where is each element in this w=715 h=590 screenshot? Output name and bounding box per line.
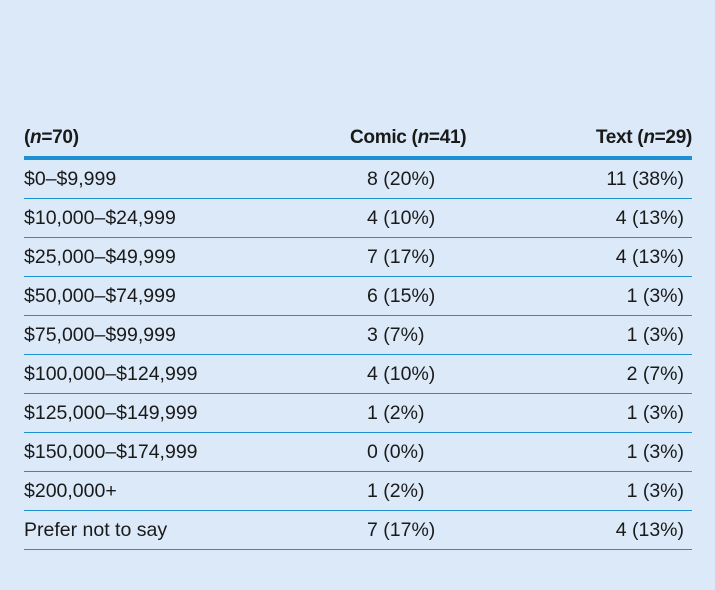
header-text-n-symbol: n (643, 127, 655, 148)
text-count-cell: 2 (7%) (626, 363, 684, 385)
comic-count-cell: 3 (7%) (367, 324, 425, 346)
income-range-cell: Prefer not to say (24, 519, 168, 541)
comic-count-cell: 7 (17%) (367, 519, 436, 541)
text-count-cell: 1 (3%) (626, 441, 684, 463)
header-total-n-value: =70 (41, 127, 73, 148)
header-text-n-value: =29 (654, 127, 686, 148)
text-count-cell: 1 (3%) (626, 480, 684, 502)
text-count-cell: 11 (38%) (606, 168, 684, 190)
table-row (24, 472, 692, 511)
text-count-cell: 4 (13%) (615, 246, 684, 268)
income-range-cell: $0–$9,999 (24, 168, 117, 190)
table-row (24, 277, 692, 316)
header-total-n-symbol: n (30, 127, 42, 148)
comic-count-cell: 4 (10%) (367, 207, 436, 229)
comic-count-cell: 4 (10%) (367, 363, 436, 385)
comic-count-cell: 0 (0%) (367, 441, 425, 463)
comic-count-cell: 1 (2%) (367, 480, 425, 502)
income-range-cell: $125,000–$149,999 (24, 402, 198, 424)
table-row (24, 433, 692, 472)
comic-count-cell: 8 (20%) (367, 168, 436, 190)
table-row (24, 316, 692, 355)
comic-count-cell: 1 (2%) (367, 402, 425, 424)
text-count-cell: 1 (3%) (626, 402, 684, 424)
table-row (24, 511, 692, 550)
text-count-cell: 1 (3%) (626, 285, 684, 307)
text-count-cell: 4 (13%) (615, 519, 684, 541)
income-range-cell: $50,000–$74,999 (24, 285, 176, 307)
income-range-cell: $10,000–$24,999 (24, 207, 176, 229)
text-count-cell: 1 (3%) (626, 324, 684, 346)
table-row (24, 199, 692, 238)
comic-count-cell: 7 (17%) (367, 246, 436, 268)
table-row (24, 394, 692, 433)
income-range-cell: $150,000–$174,999 (24, 441, 198, 463)
table-row (24, 160, 692, 199)
income-range-cell: $200,000+ (24, 480, 117, 502)
income-table (24, 120, 692, 550)
text-count-cell: 4 (13%) (615, 207, 684, 229)
income-range-cell: $75,000–$99,999 (24, 324, 176, 346)
header-text: Text (n=29) (595, 127, 692, 148)
header-comic-label: Comic (350, 127, 407, 148)
income-range-cell: $100,000–$124,999 (24, 363, 198, 385)
table-header (24, 120, 692, 160)
comic-count-cell: 6 (15%) (367, 285, 436, 307)
header-comic-n-symbol: n (417, 127, 429, 148)
table-row (24, 355, 692, 394)
header-text-label: Text (595, 127, 633, 148)
table-row (24, 238, 692, 277)
header-comic: Comic (n=41) (350, 127, 467, 148)
header-total-n: (n=70) (24, 127, 79, 148)
header-comic-n-value: =41 (428, 127, 461, 148)
income-range-cell: $25,000–$49,999 (24, 246, 176, 268)
table-body (24, 160, 692, 550)
